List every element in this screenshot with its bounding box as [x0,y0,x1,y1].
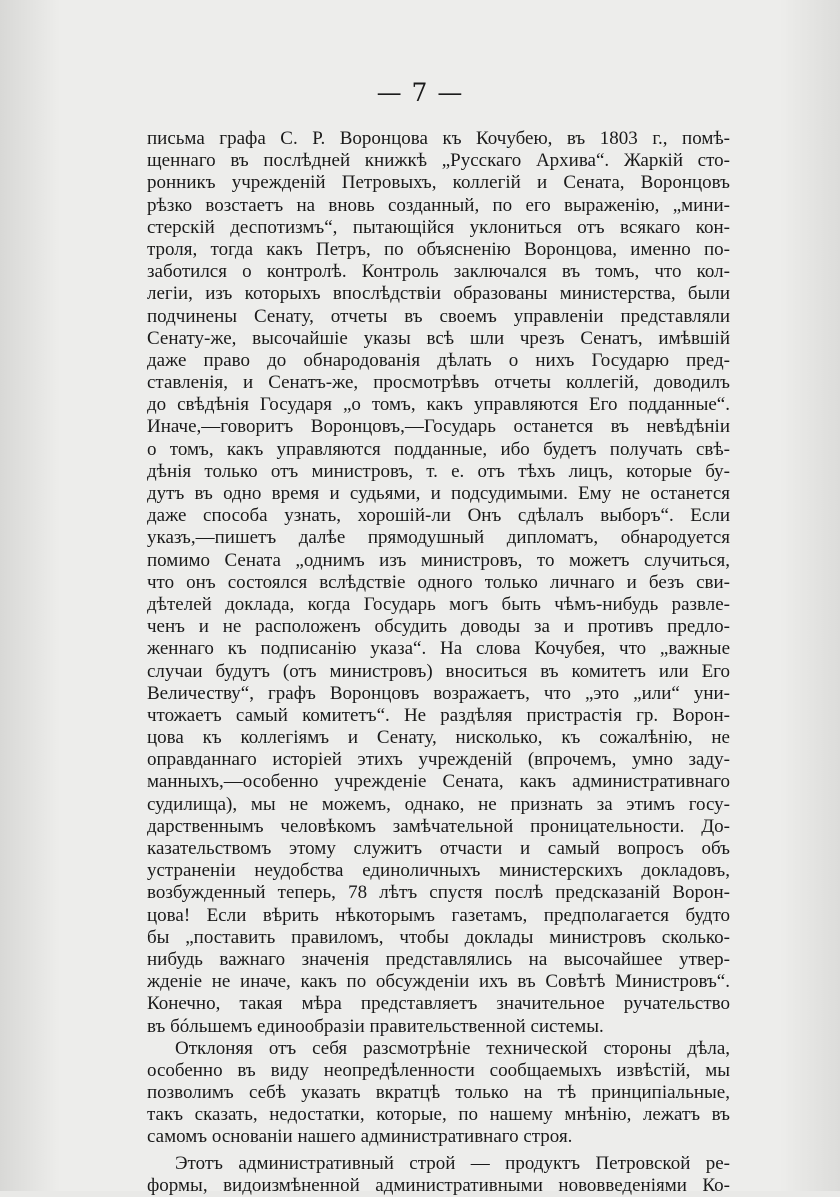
text-line: Конечно, такая мѣра представляетъ значительное ручательство [147,993,730,1015]
text-line: заботился о контролѣ. Контроль заключался въ томъ, что кол- [147,261,730,283]
text-line: манныхъ,—особенно учрежденіе Сената, какъ административнаго [147,771,730,793]
text-line: ченъ и не расположенъ обсудить доводы за и противъ предло- [147,616,730,638]
text-line: самомъ основаніи нашего административнаго строя. [147,1126,573,1148]
text-line: случаи будутъ (отъ министровъ) вноситься въ комитетъ или Его [147,660,730,682]
text-line: оправданнаго исторіей этихъ учрежденій (впрочемъ, умно заду- [147,749,730,771]
text-line: судилища), мы не можемъ, однако, не признать за этимъ госу- [147,793,730,815]
text-line: что онъ состоялся вслѣдствіе одного только личнаго и безъ сви- [147,571,730,593]
text-line: дутъ въ одно время и судьями, и подсудимыми. Ему не останется [147,483,730,504]
text-line: стерскій деспотизмъ“, пытающійся уклониться отъ всякаго кон- [147,216,730,238]
text-line: дарственнымъ человѣкомъ замѣчательной проницательности. До- [147,815,730,837]
text-line: цова къ коллегіямъ и Сенату, нисколько, къ сожалѣнію, не [147,727,730,749]
text-line: особенно въ виду неопредѣленности сообщаемыхъ извѣстій, мы [147,1059,730,1081]
text-line: дѣнія только отъ министровъ, т. е. отъ тѣхъ лицъ, которые бу- [147,460,730,482]
paragraph [147,1153,730,1197]
paragraph [147,128,730,1038]
text-line: цова! Если вѣрить нѣкоторымъ газетамъ, предполагается будто [147,904,730,926]
text-line: въ бóльшемъ единообразіи правительственной системы. [147,1015,604,1037]
text-line: рѣзко возстаетъ на вновь созданный, по его выраженію, „мини- [147,194,730,216]
text-line: казательствомъ этому служитъ отчасти и самый вопросъ объ [147,838,730,859]
text-line: чтожаетъ самый комитетъ“. Не раздѣляя пристрастія гр. Ворон- [147,704,730,726]
text-line: указъ,—пишетъ далѣе прямодушный дипломатъ, обнародуется [147,527,730,549]
text-line: подчинены Сенату, отчеты въ своемъ управленіи представляли [147,305,730,327]
text-line: женнаго къ подписанію указа“. На слова Кочубея, что „важные [147,638,730,660]
text-line: письма графа С. Р. Воронцова къ Кочубею, въ 1803 г., помѣ- [147,128,730,149]
text-line: помимо Сената „однимъ изъ министровъ, то можетъ случиться, [147,549,730,571]
text-line: до свѣдѣнія Государя „о томъ, какъ управляются Его подданные“. [147,394,730,416]
text-line: позволимъ себѣ указать вкратцѣ только на тѣ принципіальные, [147,1082,730,1104]
text-line: Отклоняя отъ себя разсмотрѣніе технической стороны дѣла, [175,1037,730,1059]
text-line: троля, тогда какъ Петръ, по объясненію Воронцова, именно по- [147,238,730,260]
text-line: Величеству“, графъ Воронцовъ возражаетъ, что „это „или“ уни- [147,682,730,704]
text-line: дѣтелей доклада, когда Государь могъ быть чѣмъ-нибудь развле- [147,593,730,615]
text-line: бы „поставить правиломъ, чтобы доклады министровъ сколько- [147,926,730,948]
text-line: нибудь важнаго значенія представлялись на высочайшее утвер- [147,948,730,970]
text-line: Этотъ административный строй — продуктъ Петровской ре- [175,1152,730,1174]
text-line: возбужденный теперь, 78 лѣтъ спустя послѣ предсказаній Ворон- [147,882,730,904]
text-line: даже право до обнародованія дѣлать о нихъ Государю пред- [147,349,730,371]
text-line: такъ сказать, недостатки, которые, по нашему мнѣнію, лежатъ въ [147,1104,730,1126]
text-line: ронникъ учрежденій Петровыхъ, коллегій и Сената, Воронцовъ [147,172,730,194]
text-line: Иначе,—говоритъ Воронцовъ,—Государь останется въ невѣдѣніи [147,416,730,438]
page-number: — 7 — [376,78,464,107]
text-line: формы, видоизмѣненной административными нововведеніями Ко- [147,1174,730,1196]
text-line: о томъ, какъ управляются подданные, ибо будетъ получать свѣ- [147,438,730,460]
text-line: легіи, изъ которыхъ впослѣдствіи образованы министерства, были [147,283,730,305]
paragraph [147,1038,730,1149]
text-line: Сенату-же, высочайшіе указы всѣ шли чрезъ Сенатъ, имѣвшій [147,327,730,349]
text-line: жденіе не иначе, какъ по обсужденіи ихъ въ Совѣтѣ Министровъ“. [147,971,730,993]
text-line: ставленія, и Сенатъ-же, просмотрѣвъ отчеты коллегій, доводилъ [147,372,730,394]
text-line: щеннаго въ послѣдней книжкѣ „Русскаго Архива“. Жаркій сто- [147,150,730,172]
text-line: даже способа узнать, хорошій-ли Онъ сдѣлалъ выборъ“. Если [147,505,730,527]
text-line: устраненіи неудобства единоличныхъ министерскихъ докладовъ, [147,860,730,882]
body-text [147,128,730,1197]
